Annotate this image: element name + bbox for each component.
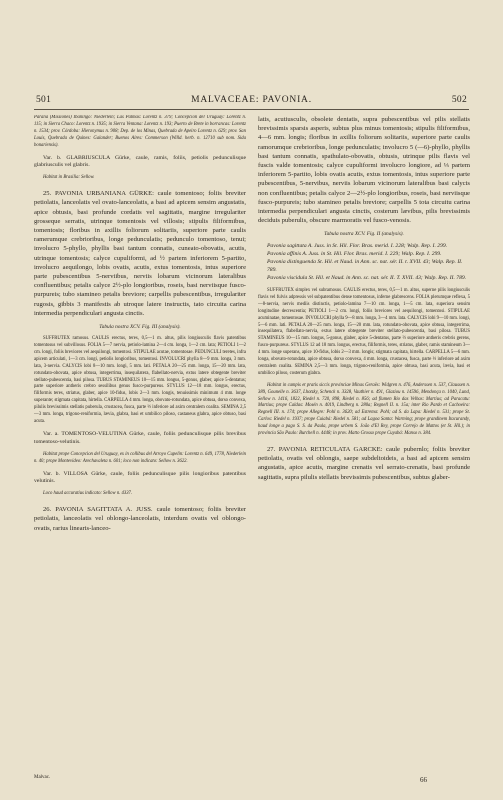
species-27-diagnosis: 27. PAVONIA RETICULATA GARCKE: caule pubernlo; foliis breviter petiolatis, ovatis vel oblongis, saepe subdeltoideis, a basi ad apicem sensim angustatis, apice acutis, margine crenatis vel serrato-crenatis, basi profunde sagittatis, supra pilulis stellatis brevissimis pubescentibus, subtus glaber- [258, 446, 470, 481]
page-header [34, 95, 469, 110]
variety-b-villosa-description: Var. b. VILLOSA Gürke, caule, foliis pedunculisque pilis longioribus patentibus velutinis. [34, 470, 246, 485]
variety-a-description: Var. a. TOMENTOSO-VELUTINA Gürke, caule, foliis pedunculisque pilis brevibus tomentoso-velutinis. [34, 430, 246, 445]
running-title: MALVACEAE: PAVONIA. [191, 95, 312, 105]
species-25-diagnosis: 25. PAVONIA URBANIANA GÜRKE: caule tomentoso; foliis breviter petiolatis, lanceolatis vel ovato-lanceolatis, a basi ad apicem sensim angustatis, apice obtusis, basi profunde cordatis vel sagittatis, margine irregulariter grosseque serratis, utrinque tomentosis vel villosis; stipulis filiformibus, tomentosis; floribus in axillis foliorum solitariis, superiore parte caulis ramerumque crebrioribus, longe pedunculatis; pedunculo tomentoso, tenui; involucro 5-phyllo, phyllis basi tantum connatis, cuneato-obovatis, acutis, utrinque tomentosis; calyce cupuliformi, ad ½ partem inferiorem 5-partito, involucro aequilongo, lobis ovatis, acutis, extus tomentosis, intus superiore parte pubescentibus 5-nerviibus, nerviis lobarum vicinorum lateralibus confluentibus; petalis calyce 2½-plo longioribus, roseis, basi nerviisque fusco-purpureis; tubo stamineo petalis breviore; carpellis pubescentibus, irregulariter rugosis, gibbis 3 manifestis ab utroque latere instructis, tato circuita carina intermedia perpendiculari angusta cinctis. [34, 190, 246, 317]
synonym: Pavonia sagittata A. Juss. in St. Hil. Flor. Bras. merid. I. 228; Walp. Rep. I. 299. [267, 243, 448, 250]
left-column [34, 115, 246, 770]
page-number-right: 502 [451, 95, 467, 105]
sheet-number: 66 [420, 776, 427, 784]
variety-b-habitat: Habitat in Brasilia: Sellow. [43, 175, 95, 181]
synonym: Pavonia affinis A. Juss. in St. Hil. Flor. Bras. merid. I. 229; Walp. Rep. I. 299. [267, 251, 442, 258]
page-number-left: 501 [36, 95, 52, 105]
plate-reference: Tabula nostra XCV. Fig. III (analysis). [99, 324, 181, 331]
species-26-habitat: Habitat in campis et pratis siccis provinciae Minas Geraës: Widgren n. 476, Anderssen n. 537, Claussen n. 389, Gounelle n. 3637, Lhotzky, Schenck n. 3328, Vauthier n. 491, Glaziou n. 14596, Mendonça n. 1040, Lund, Sellow n. 1416, 1822, Riedel n. 720, 898, Riedel n. 856; ad flumen Rio das Velhas: Martius; ad Paracatu: Martius; prope Caldas: Mosén n. 4019, Lindberg n. 280a; Regnell II. n. 15a; inter Rio Pardo et Cachoeira: Regnell III. n. 174; prope Allegre: Pohl n. 3620; ad Estrema: Pohl; ad S. da Lapa: Riedel n. 531; prope St. Carlos: Riedel n. 1937; prope Cuiabá: Riedel n. 581; ad Lagoa Santa: Warming; prope grandinem Itacurandy, haud longe a pago S. S. da Paula, prope urbem S. João d'El Rey, prope Correjo de Mattos (et St. Hil.); in provincia São Paulo: Burchell n. 4448; in prov. Matto Grosso prope Cuyabá: Manso n. 384. [258, 382, 470, 437]
variety-a-habitat: Habitat prope Concepcion del Uruguay, ex in collibus del Arroyo Cupelin: Lorentz n. 649, 1778, Niederlein n. 40; prope Montevideo: Arechavaleta n. 601; loco non indicato: Sellow n. 3622. [34, 451, 246, 464]
species-25-description: SUFFRUTEX ramosus. CAULIS erectus, teres, 0,5—1 m. altus, pilis longiusculis flavis patentibus tomentosus vel subvillosus. FOLIA 5—7 nervia, petiolo-lamina 2—4 cm. longa, 1—2 cm. lata; PETIOLI 1—2 cm. longi, foliis breviores vel aequilongi, tomentosi. STIPULAE acutae, tomentosae. PEDUNCULI teretes, infra apicem articulati, 1—3 cm. longi, petiolis longioribus, tomentosi. INVOLUCRI phylla 8—9 mm. longa, 3 mm. lata, 3-nervia. CALYCIS lobi 8—10 mm. longi, 5 mm. lati. PETALA 20—25 mm. longa, 15—20 mm. lata, rotundato-obovata, apice obtusa, integerrima, insequilatera, flabellato-nervia, extus latere obtegente breviter stellato-pubescentia, basi pilosa. TUBUS STAMINEUS 10—15 mm. longus, 5-gonus, glaber, apice 5-dentatus; parte superiore antheris crebro sessilibus genus fusco-purpureus. STYLUS 12—18 mm. longus, erectus, filiformis teres, striatus, glaber, apice 10-fidus, lobis 2—3 mm. longis, tenuissimis minimum 4 mm. longe superante; stigmata capitata, hirtella. CARPELLA 4 mm. longa, obovato-rotundata, apice obtusa, dorso convexa, pilulis brevissimis stellatis puberula, crustacea, fusca, parte ⅓ inferiore ad axim centralem coalita. SEMINA 2,5—3 mm. longa, trigono-reniformia, lævia, glabra, basi et umbilico piloso, castaneus glabra, apice obtuso, basi acuta. [34, 336, 246, 424]
variety-b-villosa-habitat: Loco haud accuratius indicato: Sellow n. 4337. [43, 491, 133, 497]
locality-list: Paraná (Missiones) Ibaningo: Niederlein; Las Palmas: Lorentz n. 379; Concepcion del Uruguay: Lorentz n. 115; in Sierra Chaco: Lorentz n. 1935; in Sierra Ventana: Lorentz n. 193; Puerto de Brete in borrancas: Lorentz n. 1534; prov. Córdoba: Hieronymus n. 908; Dep. de los Minas, Quebrada de Apeiro Lorentz n. 629; prov. San Louis, Quebrada de Quines: Galander; Buenos Aires: Commerson (Willd. herb. n. 12710 sub nom. Sida bonariensis). [34, 115, 246, 148]
plate-reference: Tabula nostra XCV. Fig. II (analysis). [324, 231, 404, 238]
footer-note: Malvac. [34, 775, 51, 780]
species-26-diagnosis: 26. PAVONIA SAGITTATA A. JUSS. caule tomentoso; foliis breviter petiolatis, lanceolatis vel oblongo-lanceolatis, interdum ovatis vel oblongo-ovatis, rarius linearis-lanceo- [34, 506, 246, 532]
species-26-diagnosis-continued: latis, acutiusculis, obsolete dentatis, supra pubescentibus vel pilis stellatis brevissimis sparsis asperis, subtus plus minus tomentosis; stipulis filiformibus, 4—6 mm. longis; floribus in axillis foliorum solitariis, superiore parte caulis ramorumque crebrioribus, longe pedunculatis; involucro 5 (—6)-phyllo, phyllis basi tantum connatis, spathulato-obovatis, obtusis, utrinque pilis flavis vel fuscis valde tomentosis; calyce cupuliformi involucro longiore, ad ⅓ partem inferiorem 5-partito, lobis ovatis acutis, extus tomentosis, intus superiore parte pubescentibus, 5-nervibus, nerviis lobarum vicinorum lateralibus basi calycis non confluentibus; petalis calyce 2—2½-plo longioribus, roseis, basi nerviisque fusco-purpureis; tubo stamineo petalis breviore; carpellis 5 tota circuitu carina intermedia perpendiculari angusta cinctis, costerum lævibus, pilis brevissimis deciduis puberulis, obscure marmoratis vel fusco-venosis. [258, 116, 470, 225]
synonym: Pavonia viscidula St. Hil. et Naud. in Ann. sc. nat. sér. II. T. XVII. 43; Walp. Rep. II. 789. [267, 275, 467, 282]
synonym: Pavonia distinguenda St. Hil. et Naud. in Ann. sc. nat. sér. II. t. XVII. 43; Walp. Rep. II. 789. [267, 259, 463, 274]
species-26-description: SUFFRUTEX simplex vel subramosus. CAULIS erectus, teres, 0,5—1 m. altus, superne pilis longiusculis flavis vel fulvis adpressis vel subpatentibus dense tomentosus, inferne glabrescens. FOLIA plerumque reflexa, 5—8-nervia, nervis mediis distinctis, petiolo-lamina 7—10 cm. longa, 1—5 cm. lata, superiora sensim longitudine decrescentia; PETIOLI 1—2 cm. longi, foliis breviores vel aequilongi, tomentosi. STIPULAE acuminatae, tomentosae. INVOLUCRI phylla 9—8 mm. longa, 3—4 mm. lata. CALYCIS lobi 9—10 mm. longi, 5—6 mm. lati. PETALA 20—25 mm. longa, 15—20 mm. lata, rotundato-obovata, apice obtusa, integerrima, insequilatera, flabellato-nervia, extus latere obtegente breviter stellato-pubescentia, basi pilosa. TUBUS STAMINEUS 10—15 mm. longus, 5-gonus, glaber, apice 5-dentatus, parte ⅔ superiore antheris crebris gerens, fusco-purpureus. STYLUS 12 ad 18 mm. longus, erectus, filiformis, teres, striatus, glaber, ramis stamineum 3—4 mm. longe superans, apice 10-fidus, lobis 2—3 mm. longis; stigmata capitata, hirtella. CARPELLA 5—6 mm. longa, obovato-rotundata, apice obtusa, dorso convexa, 4 mm. longa, crustacea, fusca, parte ⅓ inferiore ad axim centralem coalita. SEMINA 2,5—3 mm. longa, trigono-reniformia, apice obtusa, basi acuta, lævia, basi et umbilico piloso, costerum glabra. [258, 287, 470, 376]
right-column [258, 115, 470, 770]
variety-b-description: Var. b. GLABRIUSCULA Gürke, caule, ramis, foliis, petiolis pedunculisque glabriusculis vel glabris. [34, 154, 246, 169]
